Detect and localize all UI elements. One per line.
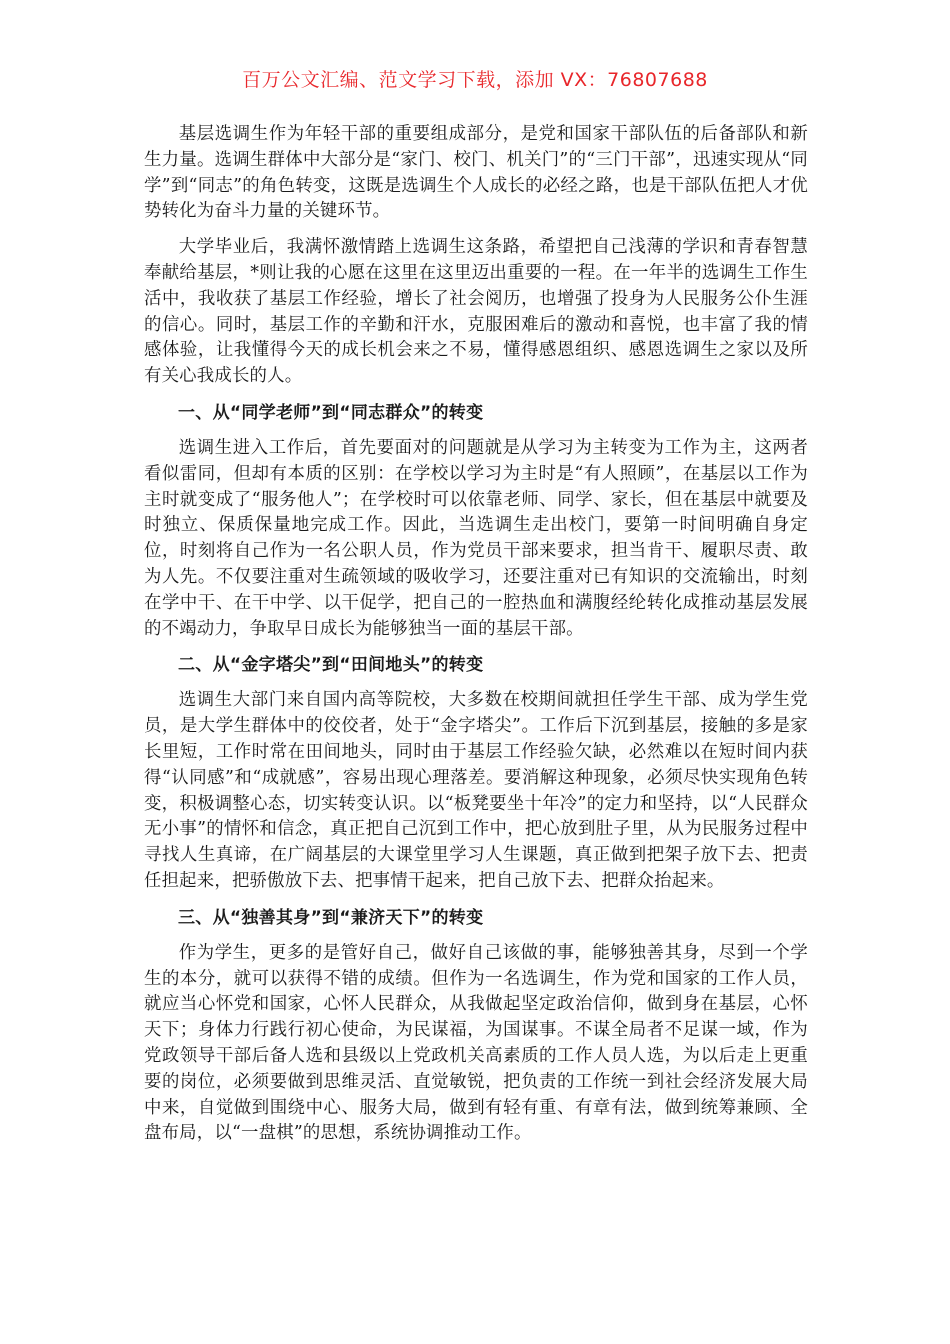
intro-paragraph-1: 基层选调生作为年轻干部的重要组成部分，是党和国家干部队伍的后备部队和新生力量。选调生群体中大部分是“家门、校门、机关门”的“三门干部”，迅速实现从“同学”到“同志”的角色转变，这既是选调生个人成长的必经之路，也是干部队伍把人才优势转化为奋斗力量的关键环节。 [144, 124, 808, 222]
section-1-paragraph: 选调生进入工作后，首先要面对的问题就是从学习为主转变为工作为主，这两者看似雷同，但却有本质的区别：在学校以学习为主时是“有人照顾”，在基层以工作为主时就变成了“服务他人”；在学校时可以依靠老师、同学、家长，但在基层中就要及时独立、保质保量地完成工作。因此，当选调生走出校门，要第一时间明确自身定位，时刻将自己作为一名公职人员，作为党员干部来要求，担当肯干、履职尽责、敢为人先。不仅要注重对生疏领域的吸收学习，还要注重对已有知识的交流输出，时刻在学中干、在干中学、以干促学，把自己的一腔热血和满腹经纶转化成推动基层发展的不竭动力，争取早日成长为能够独当一面的基层干部。 [144, 437, 808, 639]
promo-banner: 百万公文汇编、范文学习下载，添加 VX：76807688 [242, 69, 708, 91]
section-3-heading: 三、从“独善其身”到“兼济天下”的转变 [178, 907, 484, 928]
document-body [144, 122, 808, 1157]
intro-paragraph-2: 大学毕业后，我满怀激情踏上选调生这条路，希望把自己浅薄的学识和青春智慧奉献给基层，*则让我的心愿在这里在这里迈出重要的一程。在一年半的选调生工作生活中，我收获了基层工作经验，增长了社会阅历，也增强了投身为人民服务公仆生涯的信心。同时，基层工作的辛勤和汗水，克服困难后的激动和喜悦，也丰富了我的情感体验，让我懂得今天的成长机会来之不易，懂得感恩组织、感恩选调生之家以及所有关心我成长的人。 [144, 237, 808, 387]
section-1-heading: 一、从“同学老师”到“同志群众”的转变 [178, 402, 484, 423]
section-3-paragraph: 作为学生，更多的是管好自己，做好自己该做的事，能够独善其身，尽到一个学生的本分，就可以获得不错的成绩。但作为一名选调生，作为党和国家的工作人员，就应当心怀党和国家，心怀人民群众，从我做起坚定政治信仰，做到身在基层，心怀天下；身体力行践行初心使命，为民谋福，为国谋事。不谋全局者不足谋一域，作为党政领导干部后备人选和县级以上党政机关高素质的工作人员人选，为以后走上更重要的岗位，必须要做到思维灵活、直觉敏锐，把负责的工作统一到社会经济发展大局中来，自觉做到围绕中心、服务大局，做到有轻有重、有章有法，做到统筹兼顾、全盘布局，以“一盘棋”的思想，系统协调推动工作。 [144, 942, 808, 1144]
section-2-paragraph: 选调生大部门来自国内高等院校，大多数在校期间就担任学生干部、成为学生党员，是大学生群体中的佼佼者，处于“金字塔尖”。工作后下沉到基层，接触的多是家长里短，工作时常在田间地头，同时由于基层工作经验欠缺，必然难以在短时间内获得“认同感”和“成就感”，容易出现心理落差。要消解这种现象，必须尽快实现角色转变，积极调整心态，切实转变认识。以“板凳要坐十年冷”的定力和坚持，以“人民群众无小事”的情怀和信念，真正把自己沉到工作中，把心放到肚子里，从为民服务过程中寻找人生真谛，在广阔基层的大课堂里学习人生课题，真正做到把架子放下去、把责任担起来，把骄傲放下去、把事情干起来，把自己放下去、把群众抬起来。 [144, 690, 808, 891]
section-2-heading: 二、从“金字塔尖”到“田间地头”的转变 [178, 655, 484, 676]
